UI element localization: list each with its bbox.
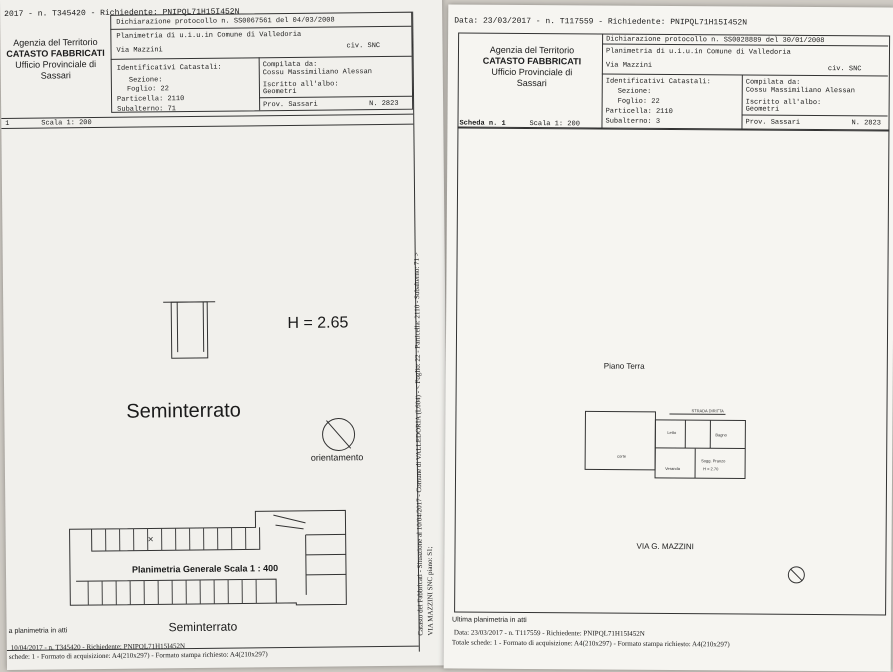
left-numero: N. 2823 (369, 100, 398, 108)
left-sezione: Sezione: (129, 76, 163, 84)
left-site-plan-label: Planimetria Generale Scala 1 : 400 (132, 563, 278, 575)
left-planimetry: Planimetria di u.i.u.in Comune di Valledoria (116, 31, 301, 41)
right-header-request: Data: 23/03/2017 - n. T117559 - Richiedente: PNIPQL71H15I452N (454, 16, 747, 27)
left-id-heading: Identificativi Catastali: (117, 64, 222, 73)
left-last-plan: a planimetria in atti (9, 627, 68, 635)
left-compilata: Compilata da: (263, 61, 318, 70)
left-subalterno: Subalterno: 71 (117, 105, 176, 114)
left-compilata-name: Cossu Massimiliano Alessan (263, 68, 372, 77)
svg-text:STRADA DIRITTA: STRADA DIRITTA (691, 408, 724, 413)
right-agency-line4: Sassari (462, 78, 602, 90)
left-header-request: 2017 - n. T345420 - Richiedente: PNIPQL71H15I452N (4, 7, 239, 18)
right-particella: Particella: 2110 (606, 108, 673, 116)
right-scala: Scala 1: 200 (529, 120, 579, 128)
left-side-caption-1: Catasto dei Fabbricati - Situazione al 10/04/2017 - Comune di VALLEDORIA (L604) - < Foglio: 22 - Particella: 2110 - Subalterno: 71 > (413, 252, 425, 635)
svg-text:×: × (148, 534, 154, 545)
right-sezione: Sezione: (618, 88, 652, 96)
right-prov: Prov. Sassari (745, 119, 800, 127)
left-floor-bottom-label: Seminterrato (169, 620, 238, 635)
svg-text:Sogg. Pranzo: Sogg. Pranzo (701, 458, 726, 463)
right-last-plan: Ultima planimetria in atti (452, 616, 527, 624)
svg-text:Bagno: Bagno (715, 432, 727, 437)
right-id-heading: Identificativi Catastali: (606, 78, 711, 87)
left-declaration: Dichiarazione protocollo n. SS0067561 del 04/03/2008 (116, 16, 335, 26)
left-iscritto-value: Geometri (263, 88, 297, 96)
right-numero: N. 2823 (851, 119, 880, 127)
left-footer-line2: schede: 1 - Formato di acquisizione: A4(210x297) - Formato stampa richiesto: A4(210x297) (9, 650, 268, 661)
right-foglio: Foglio: 22 (618, 98, 660, 106)
left-agency-line2: CATASTO FABBRICATI (1, 48, 111, 60)
left-agency-line1: Agenzia del Territorio (0, 37, 110, 49)
right-iscritto-value: Geometri (746, 106, 780, 114)
left-scheda: 1 (5, 120, 9, 128)
left-orientation-label: orientamento (311, 452, 364, 463)
right-compilata-name: Cossu Massimiliano Alessan (746, 87, 855, 96)
left-particella: Particella: 2110 (117, 95, 184, 104)
right-street: Via Mazzini (606, 62, 652, 70)
right-iscritto: Iscritto all'albo: (746, 99, 822, 108)
svg-text:Veranda: Veranda (665, 466, 681, 471)
right-declaration: Dichiarazione protocollo n. SS0028889 del 30/01/2008 (606, 36, 824, 46)
svg-text:corte: corte (617, 454, 627, 459)
right-civ: civ. SNC (828, 65, 862, 73)
left-scala: Scala 1: 200 (41, 119, 92, 128)
left-civ: civ. SNC (346, 42, 380, 50)
right-footer-line1: Data: 23/03/2017 - n. T117559 - Richiedente: PNIPQL71H15I452N (454, 629, 645, 638)
right-agency-line3: Ufficio Provinciale di (462, 67, 602, 79)
left-iscritto: Iscritto all'albo: (263, 80, 339, 89)
left-side-caption-2: VIA MAZZINI SNC piano: S1; (426, 546, 435, 635)
right-footer-line2: Totale schede: 1 - Formato di acquisizione: A4(210x297) - Formato stampa richiesto: A4(210x297) (452, 638, 730, 648)
left-agency-line4: Sassari (1, 70, 111, 82)
left-height-label: H = 2.65 (287, 314, 348, 333)
left-prov: Prov. Sassari (263, 101, 318, 110)
left-agency-block (0, 37, 110, 82)
left-foglio: Foglio: 22 (127, 85, 169, 93)
left-floor-title: Seminterrato (126, 400, 241, 424)
right-floor-plan-drawing (575, 399, 756, 490)
right-agency-block (462, 45, 602, 90)
svg-text:H = 2.70: H = 2.70 (703, 466, 719, 471)
right-document-sheet (444, 4, 893, 671)
right-planimetry: Planimetria di u.i.u.in Comune di Valledoria (606, 48, 791, 57)
svg-text:Letto: Letto (667, 430, 677, 435)
right-floor-title: Piano Terra (604, 362, 645, 371)
right-agency-line1: Agenzia del Territorio (462, 45, 602, 57)
right-subalterno: Subalterno: 3 (605, 118, 660, 126)
right-scheda: Scheda n. 1 (459, 120, 505, 128)
right-compilata: Compilata da: (746, 79, 801, 87)
right-street-label: VIA G. MAZZINI (637, 542, 694, 551)
north-arrow-icon (784, 563, 808, 587)
left-agency-line3: Ufficio Provinciale di (1, 59, 111, 71)
left-footer-line1: 10/04/2017 - n. T345420 - Richiedente: PNIPQL71H15I452N (11, 642, 185, 652)
right-agency-line2: CATASTO FABBRICATI (462, 56, 602, 68)
left-street: Via Mazzini (116, 46, 162, 54)
